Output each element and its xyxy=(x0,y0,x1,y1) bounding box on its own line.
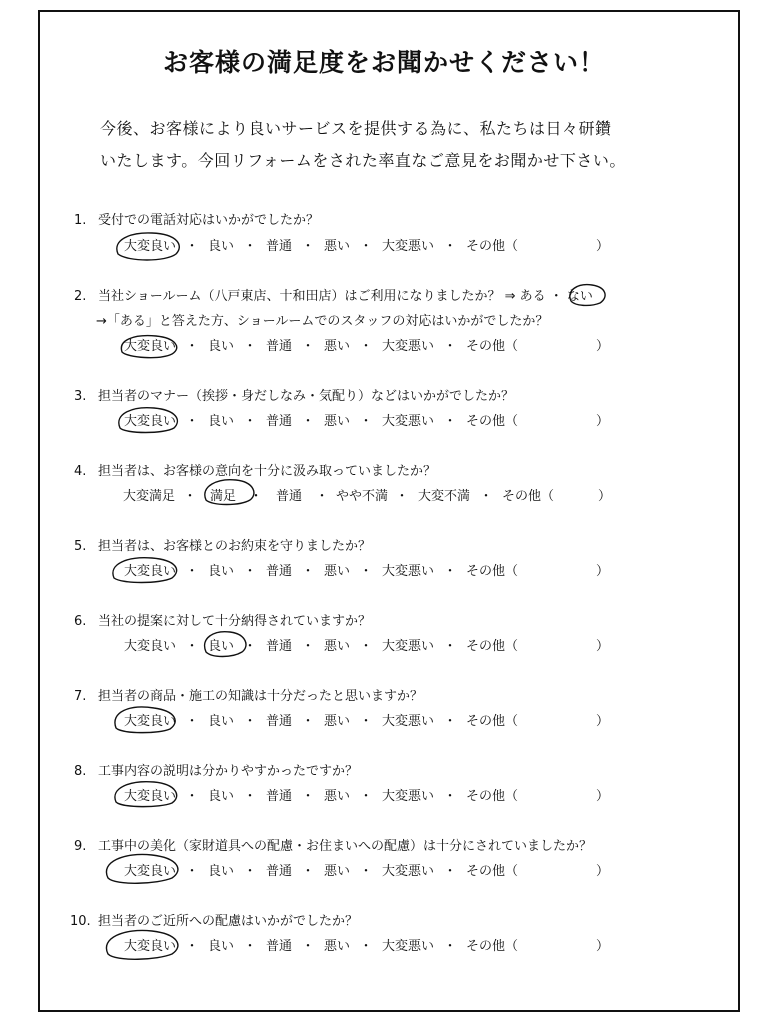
option-other[interactable]: その他（ xyxy=(465,564,518,579)
option-very-bad[interactable]: 大変悪い xyxy=(381,714,434,729)
option-other[interactable]: その他（ xyxy=(501,489,554,504)
option-very-satisfied[interactable]: 大変満足 xyxy=(122,489,175,504)
question-number: 7. xyxy=(74,689,87,704)
option-very-bad[interactable]: 大変悪い xyxy=(381,339,434,354)
option-very-bad[interactable]: 大変悪い xyxy=(381,564,434,579)
question-text: 担当者のご近所への配慮はいかがでしたか？ xyxy=(98,914,359,929)
option-good[interactable]: 良い xyxy=(207,789,234,804)
options-q6: 大変良い ・ 良い ・ 普通 ・ 悪い ・ 大変悪い ・ その他（ ） xyxy=(120,635,609,654)
option-bad[interactable]: 悪い xyxy=(323,564,350,579)
question-number: 5. xyxy=(74,539,87,554)
options-q2: 大変良い ・ 良い ・ 普通 ・ 悪い ・ 大変悪い ・ その他（ ） xyxy=(120,335,609,354)
circle-mark-q4 xyxy=(205,480,254,505)
circle-mark-q5 xyxy=(113,558,177,583)
option-very-bad[interactable]: 大変悪い xyxy=(381,864,434,879)
option-normal[interactable]: 普通 xyxy=(265,714,292,729)
option-very-good[interactable]: 大変良い xyxy=(123,864,176,879)
circle-mark-q10 xyxy=(106,930,177,959)
option-very-good[interactable]: 大変良い xyxy=(123,564,176,579)
question-text: 担当者は、お客様とのお約束を守りましたか？ xyxy=(98,539,372,554)
options-q10: 大変良い ・ 良い ・ 普通 ・ 悪い ・ 大変悪い ・ その他（ ） xyxy=(120,935,609,954)
option-bad[interactable]: 悪い xyxy=(323,864,350,879)
option-bad[interactable]: 悪い xyxy=(323,789,350,804)
option-bad[interactable]: 悪い xyxy=(323,414,350,429)
option-very-dissatisfied[interactable]: 大変不満 xyxy=(417,489,470,504)
option-normal[interactable]: 普通 xyxy=(265,339,292,354)
option-bad[interactable]: 悪い xyxy=(323,639,350,654)
question-number: 3. xyxy=(74,389,87,404)
circle-mark-q2 xyxy=(121,336,176,358)
circle-mark-q7 xyxy=(115,707,175,733)
option-other[interactable]: その他（ xyxy=(465,639,518,654)
question-text: 工事中の美化（家財道具への配慮・お住まいへの配慮）は十分にされていましたか？ xyxy=(98,839,593,854)
option-other[interactable]: その他（ xyxy=(465,339,518,354)
option-normal[interactable]: 普通 xyxy=(275,489,302,504)
question-text: 工事内容の説明は分かりやすかったですか？ xyxy=(98,764,359,779)
options-q8: 大変良い ・ 良い ・ 普通 ・ 悪い ・ 大変悪い ・ その他（ ） xyxy=(120,785,609,804)
option-very-bad[interactable]: 大変悪い xyxy=(381,414,434,429)
option-satisfied[interactable]: 満足 xyxy=(209,489,236,504)
circle-mark-q2-visited xyxy=(570,285,605,306)
options-q1: 大変良い ・ 良い ・ 普通 ・ 悪い ・ 大変悪い ・ その他（ ） xyxy=(120,235,609,254)
options-q3: 大変良い ・ 良い ・ 普通 ・ 悪い ・ 大変悪い ・ その他（ ） xyxy=(120,410,609,429)
option-bad[interactable]: 悪い xyxy=(323,339,350,354)
option-very-bad[interactable]: 大変悪い xyxy=(381,639,434,654)
option-good[interactable]: 良い xyxy=(207,714,234,729)
circle-mark-q9 xyxy=(106,854,177,883)
question-text: 担当者のマナー（挨拶・身だしなみ・気配り）などはいかがでしたか？ xyxy=(98,389,515,404)
option-normal[interactable]: 普通 xyxy=(265,414,292,429)
question-number: 1. xyxy=(74,213,87,228)
option-good[interactable]: 良い xyxy=(207,339,234,354)
option-normal[interactable]: 普通 xyxy=(265,564,292,579)
intro-line-2: いたします。今回リフォームをされた率直なご意見をお聞かせ下さい。 xyxy=(100,151,626,170)
option-other[interactable]: その他（ xyxy=(465,939,518,954)
option-normal[interactable]: 普通 xyxy=(265,789,292,804)
question-number: 8. xyxy=(74,764,87,779)
option-very-good[interactable]: 大変良い xyxy=(123,714,176,729)
option-good[interactable]: 良い xyxy=(207,939,234,954)
options-q4: 大変満足 ・ 満足 ・ 普通 ・ やや不満 ・ 大変不満 ・ その他（ ） xyxy=(120,485,611,504)
option-normal[interactable]: 普通 xyxy=(265,639,292,654)
option-other[interactable]: その他（ xyxy=(465,239,518,254)
survey-title: お客様の満足度をお聞かせください！ xyxy=(162,48,605,77)
option-very-good[interactable]: 大変良い xyxy=(123,789,176,804)
circle-mark-q8 xyxy=(115,782,177,807)
question-text: 当社の提案に対して十分納得されていますか？ xyxy=(98,614,372,629)
option-normal[interactable]: 普通 xyxy=(265,239,292,254)
options-q7: 大変良い ・ 良い ・ 普通 ・ 悪い ・ 大変悪い ・ その他（ ） xyxy=(120,710,609,729)
question-number: 9. xyxy=(74,839,87,854)
option-good[interactable]: 良い xyxy=(207,239,234,254)
circle-mark-q1 xyxy=(117,233,179,260)
question-number: 6. xyxy=(74,614,87,629)
option-somewhat-dissatisfied[interactable]: やや不満 xyxy=(335,489,388,504)
option-very-good[interactable]: 大変良い xyxy=(123,239,176,254)
option-good[interactable]: 良い xyxy=(207,414,234,429)
option-bad[interactable]: 悪い xyxy=(323,939,350,954)
option-very-good[interactable]: 大変良い xyxy=(123,939,176,954)
option-good[interactable]: 良い xyxy=(207,564,234,579)
option-very-good[interactable]: 大変良い xyxy=(123,339,176,354)
option-normal[interactable]: 普通 xyxy=(265,939,292,954)
circle-mark-q6 xyxy=(205,632,246,657)
question-number: 2. xyxy=(74,289,87,304)
options-q5: 大変良い ・ 良い ・ 普通 ・ 悪い ・ 大変悪い ・ その他（ ） xyxy=(120,560,609,579)
option-very-bad[interactable]: 大変悪い xyxy=(381,939,434,954)
question-text: 担当者の商品・施工の知識は十分だったと思いますか？ xyxy=(98,689,424,704)
option-other[interactable]: その他（ xyxy=(465,789,518,804)
option-very-good[interactable]: 大変良い xyxy=(123,639,176,654)
question-number: 10. xyxy=(70,914,91,929)
option-other[interactable]: その他（ xyxy=(465,414,518,429)
option-very-good[interactable]: 大変良い xyxy=(123,414,176,429)
question-number: 4. xyxy=(74,464,87,479)
option-bad[interactable]: 悪い xyxy=(323,714,350,729)
option-other[interactable]: その他（ xyxy=(465,714,518,729)
circle-mark-q3 xyxy=(119,408,178,433)
option-good[interactable]: 良い xyxy=(207,864,234,879)
option-other[interactable]: その他（ xyxy=(465,864,518,879)
option-bad[interactable]: 悪い xyxy=(323,239,350,254)
question-text: 当社ショールーム（八戸東店、十和田店）はご利用になりましたか？ ⇒ ある ・ ない xyxy=(98,289,593,304)
option-very-bad[interactable]: 大変悪い xyxy=(381,789,434,804)
option-normal[interactable]: 普通 xyxy=(265,864,292,879)
question-2-followup: →「ある」と答えた方、ショールームでのスタッフの対応はいかがでしたか？ xyxy=(96,314,549,329)
question-text: 受付での電話対応はいかがでしたか？ xyxy=(98,213,320,228)
option-very-bad[interactable]: 大変悪い xyxy=(381,239,434,254)
question-text: 担当者は、お客様の意向を十分に汲み取っていましたか？ xyxy=(98,464,437,479)
intro-line-1: 今後、お客様により良いサービスを提供する為に、私たちは日々研鑽 xyxy=(100,119,612,138)
options-q9: 大変良い ・ 良い ・ 普通 ・ 悪い ・ 大変悪い ・ その他（ ） xyxy=(120,860,609,879)
option-good[interactable]: 良い xyxy=(207,639,234,654)
